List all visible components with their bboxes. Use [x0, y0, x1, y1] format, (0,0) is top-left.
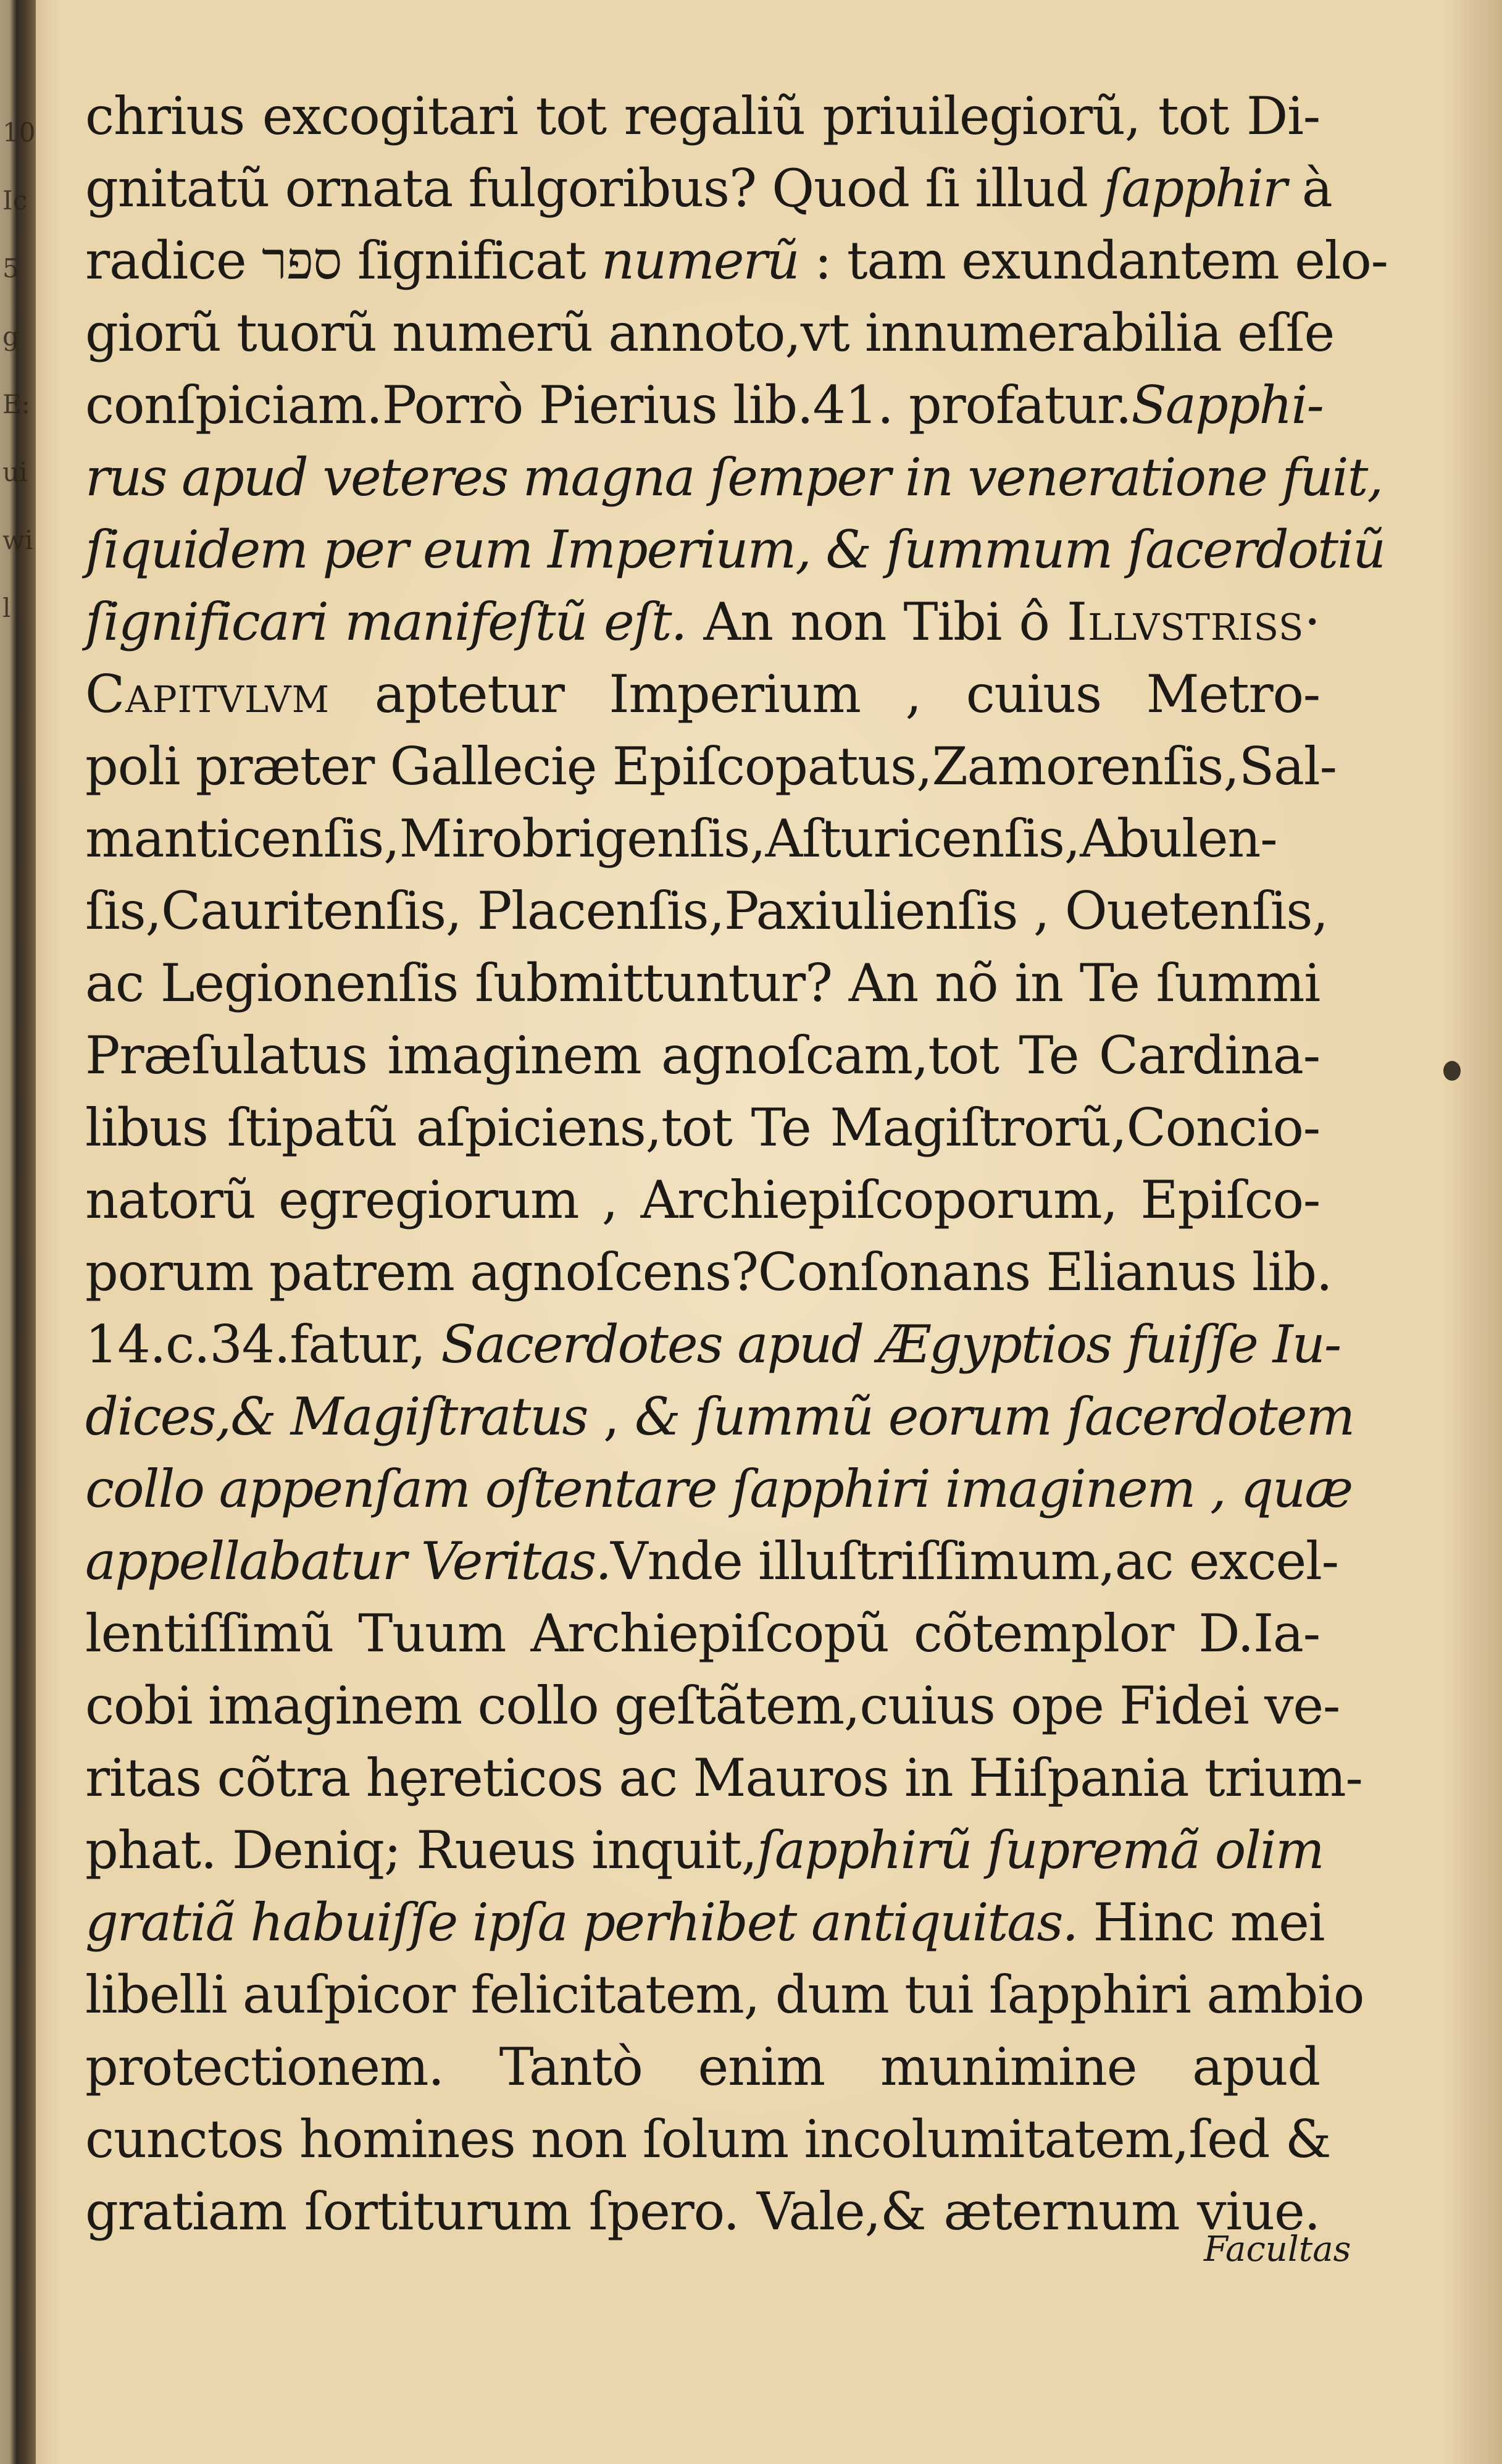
- text-line: [85, 586, 1320, 658]
- italic-text: ſiquidem per eum Imperium, & ſummum ſacerdotiũ: [85, 519, 1385, 580]
- roman-text: poli præter Galleciȩ Epiſcopatus,Zamorenſis,Sal-: [85, 736, 1337, 797]
- roman-text: ſis,Cauritenſis, Placenſis,Paxiulienſis , Ouetenſis,: [85, 881, 1328, 941]
- italic-text: numerũ: [601, 230, 799, 291]
- roman-text: ritas cõtra hȩreticos ac Mauros in Hiſpania trium-: [85, 1748, 1362, 1808]
- roman-text: manticenſis,Mirobrigenſis,Aſturicenſis,Abulen-: [85, 808, 1277, 869]
- bleed-glyph: 10: [2, 117, 36, 148]
- text-line: [85, 731, 1337, 803]
- ink-spot: [1443, 1061, 1461, 1081]
- text-line: [85, 514, 1385, 586]
- text-line: [85, 947, 1320, 1020]
- italic-text: rus apud veteres magna ſemper in veneratione fuit,: [85, 447, 1383, 508]
- roman-text: ac Legionenſis ſubmittuntur? An nõ in Te ſummi: [85, 953, 1320, 1013]
- roman-text: porum patrem agnoſcens?Conſonans Elianus lib.: [85, 1242, 1332, 1302]
- text-line: [85, 803, 1320, 875]
- text-line: [85, 1887, 1325, 1959]
- text-line: [85, 1742, 1362, 1814]
- text-line: [85, 442, 1383, 514]
- text-line: [85, 297, 1334, 369]
- bleed-glyph: 5: [2, 253, 19, 283]
- text-line: [85, 369, 1323, 442]
- text-line: [85, 658, 1320, 731]
- text-line: [85, 1453, 1353, 1525]
- text-line: [85, 1092, 1320, 1164]
- bleed-glyph: E:: [2, 389, 30, 419]
- roman-text: Præſulatus imaginem agnoſcam,tot Te Cardina-: [85, 1025, 1320, 1086]
- roman-text: lentiſſimũ Tuum Archiepiſcopũ cõtemplor D.Ia-: [85, 1603, 1320, 1664]
- roman-text: libus ſtipatũ aſpiciens,tot Te Magiſtrorũ,Concio-: [85, 1097, 1320, 1158]
- roman-text: natorũ egregiorum , Archiepiſcoporum, Epiſco-: [85, 1170, 1320, 1230]
- roman-text: conſpiciam.Porrò Pierius lib.41. profatur.: [85, 375, 1132, 435]
- roman-text: ,: [587, 1386, 635, 1447]
- text-line: [85, 2176, 1320, 2248]
- roman-text: aptetur Imperium , cuius Metro-: [330, 664, 1320, 724]
- italic-text: ſapphir: [1103, 158, 1287, 219]
- text-line: [85, 1525, 1338, 1598]
- roman-text: giorũ tuorũ numerũ annoto,vt innumerabilia eſſe: [85, 303, 1334, 363]
- roman-text: An non Tibi ô: [686, 592, 1067, 652]
- roman-text: cobi imaginem collo geſtãtem,cuius ope Fidei ve-: [85, 1675, 1340, 1736]
- italic-text: dices,& Magiſtratus: [85, 1386, 588, 1447]
- main-text-block: [85, 80, 1388, 2248]
- italic-text: ſapphirũ ſupremã olim: [756, 1820, 1324, 1880]
- italic-text: collo appenſam oſtentare ſapphiri imaginem , quæ: [85, 1459, 1353, 1519]
- italic-text: ſignificari manifeſtũ eſt.: [85, 592, 686, 652]
- text-line: [85, 875, 1328, 947]
- text-line: [85, 2103, 1331, 2176]
- text-line: [85, 80, 1320, 153]
- roman-text: radice ספר ſignificat: [85, 230, 601, 291]
- bleed-glyph: wi: [2, 525, 33, 555]
- text-line: [85, 153, 1332, 225]
- small-caps-text: Capitvlvm: [85, 664, 330, 724]
- roman-text: ·: [1304, 592, 1320, 652]
- bleed-glyph: g: [2, 321, 19, 351]
- italic-text: gratiã habuiſſe ipſa perhibet antiquitas.: [85, 1892, 1078, 1953]
- text-line: [85, 1814, 1324, 1887]
- roman-text: Vnde illuſtriſſimum,ac excel-: [611, 1531, 1338, 1591]
- text-line: [85, 225, 1388, 297]
- text-line: [85, 1670, 1340, 1742]
- italic-text: Sacerdotes apud Ægyptios fuiſſe Iu-: [441, 1314, 1341, 1375]
- roman-text: à: [1286, 158, 1332, 219]
- catchword: Facultas: [1204, 2229, 1351, 2269]
- text-line: [85, 1020, 1320, 1092]
- text-line: [85, 1959, 1364, 2031]
- italic-text: appellabatur Veritas.: [85, 1531, 611, 1591]
- roman-text: protectionem. Tantò enim munimine apud: [85, 2037, 1320, 2097]
- roman-text: phat. Deniq; Rueus inquit,: [85, 1820, 757, 1880]
- roman-text: Hinc mei: [1077, 1892, 1325, 1953]
- roman-text: chrius excogitari tot regaliũ priuilegiorũ, tot Di-: [85, 86, 1320, 146]
- roman-text: libelli auſpicor felicitatem, dum tui ſapphiri ambio: [85, 1964, 1364, 2025]
- bleed-glyph: ui: [2, 457, 28, 487]
- text-line: [85, 1381, 1354, 1453]
- italic-text: Sapphi-: [1131, 375, 1323, 435]
- previous-page-bleed-text: [2, 99, 36, 655]
- small-caps-text: Illvstriss: [1067, 592, 1304, 652]
- text-line: [85, 2031, 1320, 2103]
- bleed-glyph: l: [2, 593, 11, 623]
- text-line: [85, 1309, 1341, 1381]
- roman-text: gratiam ſortiturum ſpero. Vale,& æternum viue.: [85, 2181, 1320, 2242]
- italic-text: & ſummũ eorum ſacerdotem: [634, 1386, 1354, 1447]
- text-line: [85, 1164, 1320, 1236]
- text-line: [85, 1236, 1332, 1309]
- text-line: [85, 1598, 1320, 1670]
- roman-text: 14.c.34.fatur,: [85, 1314, 441, 1375]
- bleed-glyph: Ic: [2, 185, 28, 216]
- roman-text: gnitatũ ornata fulgoribus? Quod ſi illud: [85, 158, 1104, 219]
- roman-text: : tam exundantem elo-: [798, 230, 1388, 291]
- roman-text: cunctos homines non ſolum incolumitatem,ſed &: [85, 2109, 1331, 2169]
